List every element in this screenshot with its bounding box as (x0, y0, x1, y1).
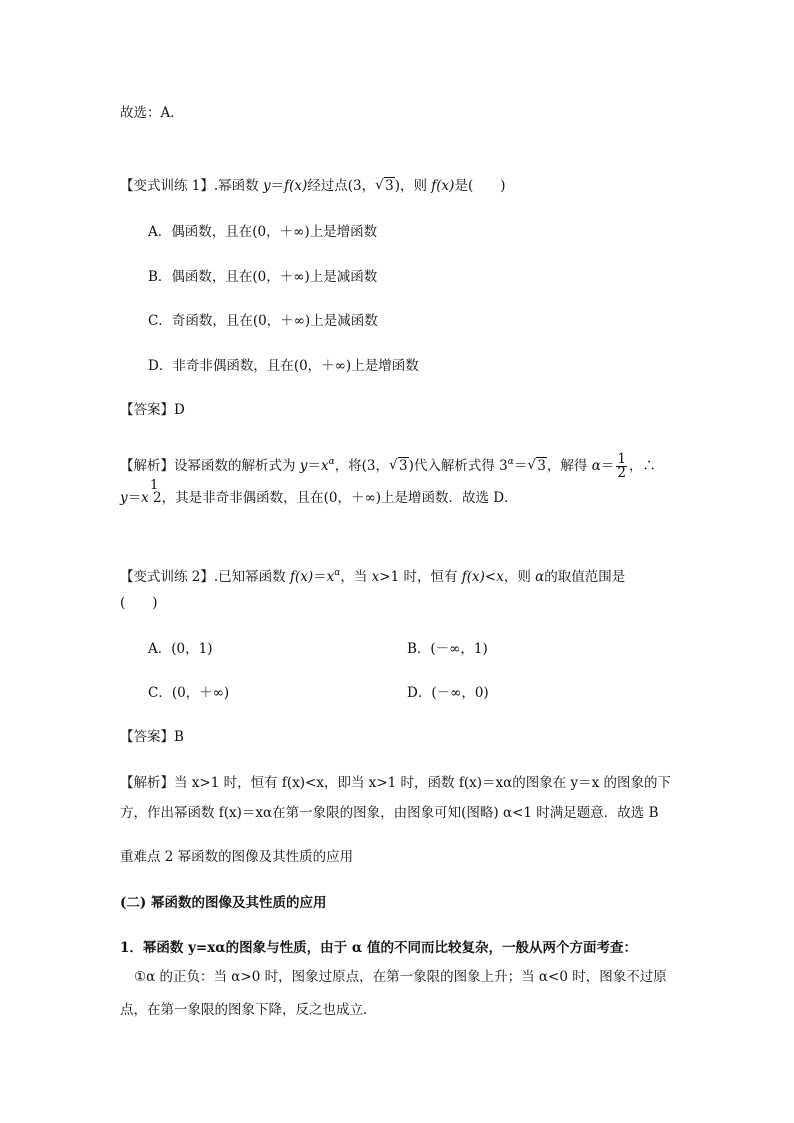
item-1-title: 1．幂函数 y=xα的图象与性质，由于 α 值的不同而比较复杂，一般从两个方面考查： (120, 940, 637, 956)
exercise-2-option-a: A．(0，1) (148, 641, 213, 657)
exercise-1-option-a: A．偶函数，且在(0，＋∞)上是增函数 (148, 224, 378, 240)
exercise-2-paren: ( ) (120, 595, 158, 611)
exercise-1-answer: 【答案】D (120, 402, 185, 418)
exercise-1-tag: 【变式训练 1】 (120, 178, 214, 194)
item-1-paragraph-line-2: 点，在第一象限的图象下降，反之也成立． (120, 1002, 377, 1018)
key-point-heading: 重难点 2 幂函数的图像及其性质的应用 (120, 849, 354, 865)
section-heading: (二) 幂函数的图像及其性质的应用 (120, 895, 327, 911)
exercise-2-analysis-line-2: 方，作出幂函数 f(x)＝xα在第一象限的图象，由图象可知(图略) α<1 时满足题意．故选 B (120, 805, 659, 821)
fraction-one-half: $\frac{1}{2}$ (617, 451, 626, 481)
exercise-1-option-d: D．非奇非偶函数，且在(0，＋∞)上是增函数 (148, 358, 419, 374)
exercise-2-answer: 【答案】B (120, 729, 184, 745)
sqrt-symbol: √ 3 (375, 176, 395, 196)
item-1-paragraph-line-1: ①α 的正负：当 α>0 时，图象过原点，在第一象限的图象上升；当 α<0 时，图象不过原 (134, 969, 667, 985)
exercise-2-option-c: C．(0，＋∞) (148, 685, 230, 701)
exercise-2-option-d: D．(－∞，0) (407, 685, 489, 701)
exercise-1-option-b: B．偶函数，且在(0，＋∞)上是减函数 (148, 269, 378, 285)
exercise-1-analysis-line-1: 【解析】设幂函数的解析式为 $y=x^\alpha$，将(3，√ 3)代入解析式得 $3^\alpha=√$ 3，解得 α＝ $\frac{1}{2}$ ，∴ (120, 452, 656, 480)
exercise-1-analysis-line-2: 1 y＝x 2，其是非奇非偶函数，且在(0，＋∞)上是增函数．故选 D． (120, 478, 518, 506)
sqrt-symbol: √ 3 (389, 456, 409, 476)
exercise-2-analysis-line-1: 【解析】当 x>1 时，恒有 f(x)<x，即当 x>1 时，函数 f(x)＝xα的图象在 y＝x 的图象的下 (120, 775, 672, 791)
sqrt-symbol: √ 3 (527, 456, 547, 476)
previous-answer-conclusion: 故选：A． (120, 105, 184, 121)
exercise-1-option-c: C．奇函数，且在(0，＋∞)上是减函数 (148, 313, 378, 329)
exercise-2-tag: 【变式训练 2】 (120, 569, 214, 585)
exercise-2-option-b: B．(－∞，1) (407, 641, 488, 657)
exercise-2-stem: 【变式训练 2】.已知幂函数 $f(x)=x^\alpha$，当 x>1 时，恒有 f(x)<x，则 α的取值范围是 (120, 568, 626, 585)
exercise-1-stem: 【变式训练 1】.幂函数 y＝f(x)经过点(3，√ 3)，则 f(x)是( ) (120, 176, 506, 196)
